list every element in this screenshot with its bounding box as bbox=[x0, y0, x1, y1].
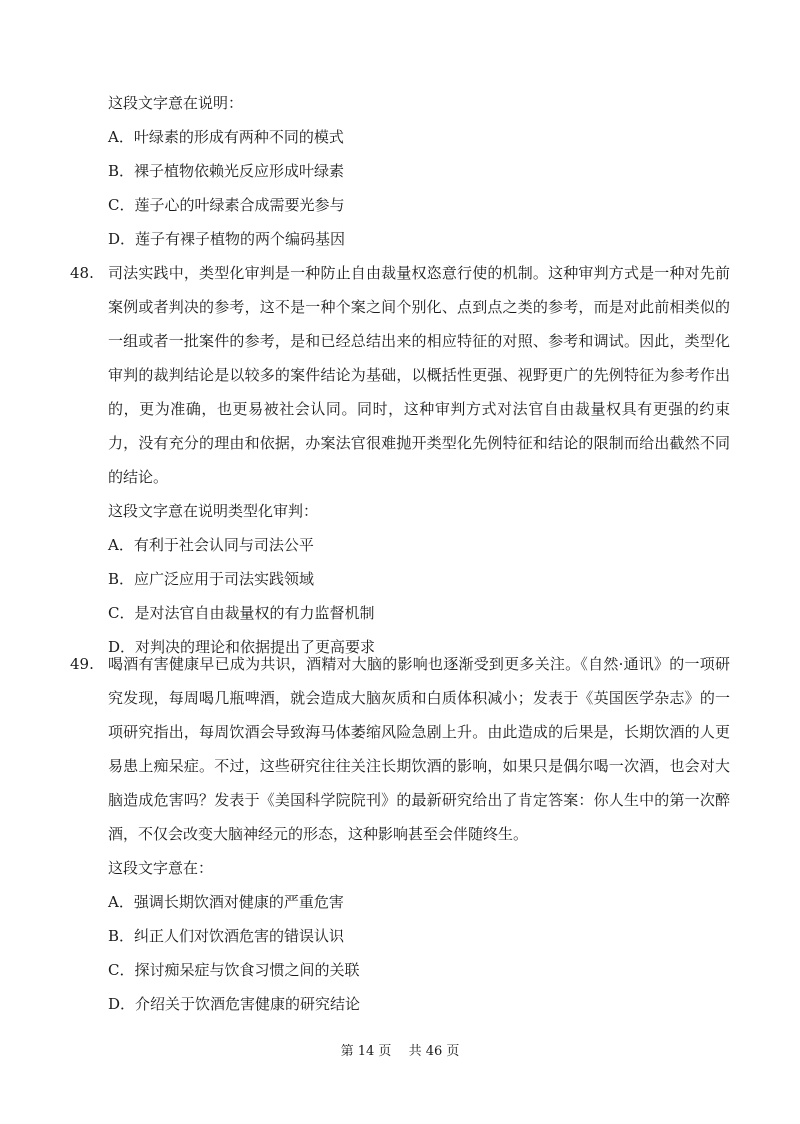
q48-option-a: A．有利于社会认同与司法公平 bbox=[108, 536, 314, 554]
q48-text: 司法实践中，类型化审判是一种防止自由裁量权恣意行使的机制。这种审判方式是一种对先前案例或者判决的参考，这不是一种个案之间个别化、点到点之类的参考，而是对此前相类似的一组或者一批案件的参考，是和已经总结出来的相应特征的对照、参考和调试。因此，类型化审判的裁判结论是以较多的案件结论为基础，以概括性更强、视野更广的先例特征为参考作出的，更为准确，也更易被社会认同。同时，这种审判方式对法官自由裁量权具有更强的约束力，没有充分的理由和依据，办案法官很难抛开类型化先例特征和结论的限制而给出截然不同的结论。 bbox=[108, 264, 730, 486]
q47-option-d: D．莲子有裸子植物的两个编码基因 bbox=[108, 230, 346, 248]
question-47-tail bbox=[70, 86, 730, 256]
q47-option-b: B．裸子植物依赖光反应形成叶绿素 bbox=[108, 162, 345, 180]
q49-number: 49. bbox=[70, 655, 94, 673]
q49-stem bbox=[70, 647, 730, 851]
q48-option-d: D．对判决的理论和依据提出了更高要求 bbox=[108, 638, 376, 656]
question-48 bbox=[70, 256, 730, 664]
q49-prompt: 这段文字意在： bbox=[108, 859, 214, 877]
question-49 bbox=[70, 647, 730, 1021]
q49-option-a: A．强调长期饮酒对健康的严重危害 bbox=[108, 893, 344, 911]
q48-number: 48. bbox=[70, 264, 94, 282]
q49-text: 喝酒有害健康早已成为共识，酒精对大脑的影响也逐渐受到更多关注。《自然·通讯》的一项研究发现，每周喝几瓶啤酒，就会造成大脑灰质和白质体积减小；发表于《英国医学杂志》的一项研究指出，每周饮酒会导致海马体萎缩风险急剧上升。由此造成的后果是，长期饮酒的人更易患上痴呆症。不过，这些研究往往关注长期饮酒的影响，如果只是偶尔喝一次酒，也会对大脑造成危害吗？发表于《美国科学院院刊》的最新研究给出了肯定答案：你人生中的第一次醉酒，不仅会改变大脑神经元的形态，这种影响甚至会伴随终生。 bbox=[108, 655, 730, 843]
q48-option-c: C．是对法官自由裁量权的有力监督机制 bbox=[108, 604, 375, 622]
q48-stem bbox=[70, 256, 730, 494]
q49-option-c: C．探讨痴呆症与饮食习惯之间的关联 bbox=[108, 961, 360, 979]
q49-option-b: B．纠正人们对饮酒危害的错误认识 bbox=[108, 927, 345, 945]
q47-option-c: C．莲子心的叶绿素合成需要光参与 bbox=[108, 196, 345, 214]
q48-option-b: B．应广泛应用于司法实践领域 bbox=[108, 570, 315, 588]
q49-option-d: D．介绍关于饮酒危害健康的研究结论 bbox=[108, 995, 361, 1013]
q48-prompt: 这段文字意在说明类型化审判： bbox=[108, 502, 319, 520]
q47-option-a: A．叶绿素的形成有两种不同的模式 bbox=[108, 128, 344, 146]
page-number-footer: 第 14 页 共 46 页 bbox=[340, 1044, 460, 1059]
q47-prompt: 这段文字意在说明： bbox=[108, 94, 244, 112]
